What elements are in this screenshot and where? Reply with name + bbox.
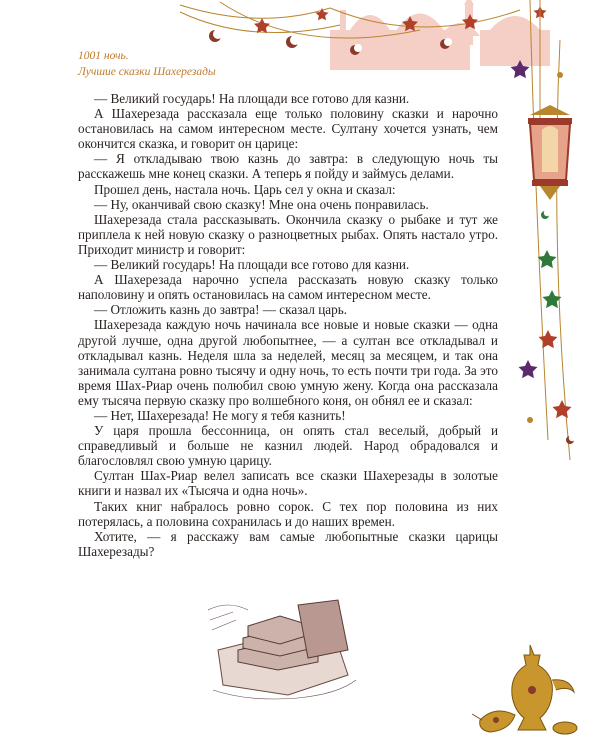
paragraph: А Шахерезада нарочно успела рассказать новую сказку только наполовину и опять остановилась на самом интересном месте.: [78, 272, 498, 303]
paragraph: А Шахерезада рассказала еще только половину сказки и нарочно остановилась на самом интересном месте. Султану хочется узнать, чем окончится сказка, и говорит он царице:: [78, 106, 498, 152]
paragraph: Шахерезада стала рассказывать. Окончила сказку о рыбаке и тут же приплела к ней новую сказку о разноцветных рыбах. Опять настало утро. Приходит министр и говорит:: [78, 211, 498, 257]
lantern-icon: [528, 105, 572, 200]
paragraph: Таких книг набралось ровно сорок. С тех пор половина из них потерялась, а половина сохранилась и до наших времен.: [78, 498, 498, 529]
book-title-line2: Лучшие сказки Шахерезады: [78, 66, 216, 78]
golden-lamp-icon: [470, 640, 582, 740]
book-title: [78, 48, 216, 80]
paragraph: У царя прошла бессонница, он опять стал веселый, добрый и справедливый и больше не казнил людей. Народ обрадовался и благословлял свою умную царицу.: [78, 423, 498, 469]
paragraph: Шахерезада каждую ночь начинала все новые и новые сказки — одна другой лучше, одна другой любопытнее, — а султан все откладывал и откладывал казнь. Неделя шла за неделей, месяц за месяцем, и так она занимала султана ровно тысячу и одну ночь, то есть почти три года. За это время Шах-Риар очень полюбил свою умную жену. Когда она рассказала ему тысяча первую сказку про волшебного коня, он обнял ее и сказал:: [78, 317, 498, 408]
garland-stars: [511, 60, 576, 444]
paragraph: — Ну, оканчивай свою сказку! Мне она очень понравилась.: [94, 196, 429, 212]
paragraph: — Отложить казнь до завтра! — сказал царь.: [94, 302, 348, 318]
paragraph: — Великий государь! На площади все готово для казни.: [94, 257, 410, 273]
garland-strings: [530, 0, 570, 460]
paragraph: — Нет, Шахерезада! Не могу я тебя казнить!: [94, 407, 346, 423]
story-text: [78, 91, 498, 559]
books-engraving: [208, 590, 358, 702]
book-title-line1: 1001 ночь.: [78, 50, 129, 62]
paragraph: Прошел день, настала ночь. Царь сел у окна и сказал:: [94, 181, 396, 197]
paragraph: — Великий государь! На площади все готово для казни.: [94, 91, 410, 106]
paragraph: — Я откладываю твою казнь до завтра: в следующую ночь ты расскажешь мне конец сказки. А теперь я пойду и займусь делами.: [78, 151, 498, 182]
side-garland: [500, 0, 600, 470]
paragraph: Султан Шах-Риар велел записать все сказки Шахерезады в золотые книги и назвал их «Тысяча и одна ночь».: [78, 468, 498, 499]
paragraph: Хотите, — я расскажу вам самые любопытные сказки царицы Шахерезады?: [78, 528, 498, 559]
